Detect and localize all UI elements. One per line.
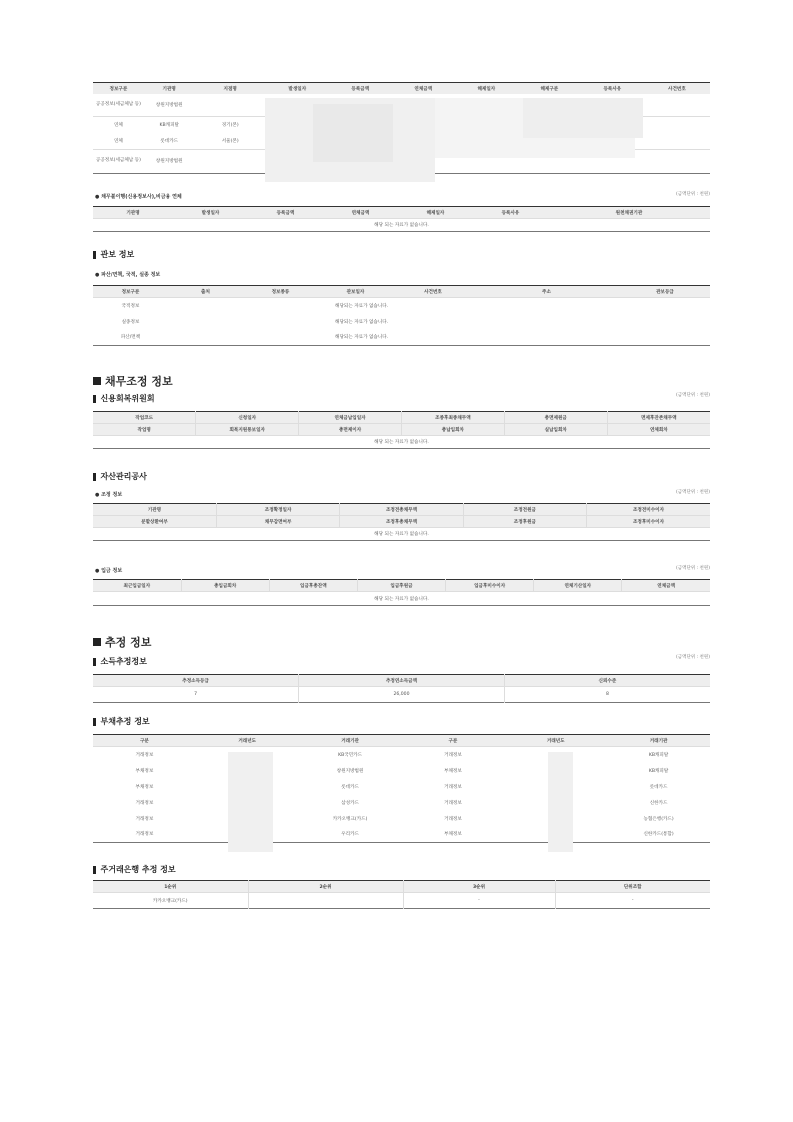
table-cell: 부채정보 bbox=[135, 784, 154, 790]
table-header-row bbox=[93, 735, 710, 747]
table-header-row bbox=[93, 675, 710, 687]
table-cell: 연체 bbox=[93, 133, 144, 149]
section-title bbox=[93, 471, 147, 482]
table-cell bbox=[195, 94, 266, 116]
table-cell: 26,000 bbox=[299, 687, 505, 703]
table-row bbox=[93, 592, 710, 606]
table-cell: 창원지방법원 bbox=[336, 768, 364, 774]
table-cell: 우리카드 bbox=[341, 832, 359, 838]
table-cell: 롯데카드 bbox=[144, 133, 195, 149]
title-bar bbox=[93, 866, 96, 874]
section-title-text: 신용회복위원회 bbox=[100, 394, 155, 403]
header-cell: 정보구분 bbox=[93, 286, 168, 298]
header-cell: 2순위 bbox=[248, 881, 403, 893]
table-row bbox=[93, 314, 710, 330]
table-cell: 거래정보 bbox=[444, 752, 462, 758]
table-header-row bbox=[93, 83, 710, 95]
section-label: ● 입금 정보 bbox=[95, 568, 123, 574]
header-cell: 추정소득등급 bbox=[93, 675, 299, 687]
adjust-table-block bbox=[93, 503, 710, 541]
table-cell: 거래정보 bbox=[444, 800, 462, 806]
section-title-text: 자산관리공사 bbox=[100, 472, 147, 481]
table-cell: 신한카드 bbox=[649, 800, 668, 806]
section-title-text: 관보 정보 bbox=[100, 250, 135, 259]
table-row bbox=[93, 779, 710, 795]
header-cell: 거래년도 bbox=[196, 735, 299, 747]
header-cell: 연체기산일자 bbox=[534, 580, 622, 592]
title-bar bbox=[93, 473, 96, 481]
section-label: ● 조정 정보 bbox=[95, 492, 123, 498]
title-bar bbox=[93, 395, 96, 403]
table-row bbox=[93, 436, 710, 449]
header-cell: 입금후미수이자 bbox=[446, 580, 534, 592]
table-header-row bbox=[93, 504, 710, 516]
table-header-row bbox=[93, 881, 710, 893]
table-row bbox=[93, 763, 710, 779]
table-cell: 7 bbox=[93, 687, 299, 703]
header-cell: 해제일자 bbox=[398, 207, 473, 219]
header-cell: 입금후총잔액 bbox=[269, 580, 357, 592]
table-cell: 거래정보 bbox=[135, 816, 154, 822]
header-cell: 채무감면여부 bbox=[216, 516, 339, 528]
header-cell: 사건번호 bbox=[393, 286, 473, 298]
header-cell: 조정전미수이자 bbox=[587, 504, 710, 516]
header-cell: 해제일자 bbox=[455, 83, 518, 95]
header-cell: 신청일자 bbox=[196, 412, 299, 424]
header-cell: 조정전원금 bbox=[463, 504, 586, 516]
section-title bbox=[93, 393, 155, 404]
main-bank-table-block bbox=[93, 880, 710, 909]
title-bar bbox=[93, 718, 96, 726]
table-cell: 롯데카드 bbox=[341, 784, 359, 790]
table-cell bbox=[248, 893, 403, 909]
header-cell: 실납입회차 bbox=[504, 424, 607, 436]
header-cell: 조정전총채무액 bbox=[340, 504, 463, 516]
header-cell: 정보종류 bbox=[243, 286, 318, 298]
header-cell: 원천채권기관 bbox=[548, 207, 710, 219]
unit-note: (금액단위 : 천원) bbox=[676, 393, 710, 398]
header-cell: 발생일자 bbox=[173, 207, 248, 219]
unit-note: (금액단위 : 천원) bbox=[676, 490, 710, 495]
section-heading-text: 채무조정 정보 bbox=[105, 375, 173, 388]
section-title bbox=[93, 249, 134, 260]
table-row bbox=[93, 747, 710, 763]
empty-message: 해당 되는 자료가 없습니다. bbox=[374, 532, 429, 537]
table-cell: 서울(본) bbox=[195, 133, 266, 149]
table-cell: 해당되는 자료가 없습니다. bbox=[335, 319, 389, 325]
header-cell: 총입금회차 bbox=[181, 580, 269, 592]
table-row bbox=[93, 219, 710, 232]
table-cell: 부채정보 bbox=[444, 768, 462, 774]
header-cell: 조종후최종채무액 bbox=[401, 412, 504, 424]
header-cell: 주소 bbox=[473, 286, 620, 298]
table-cell: 8 bbox=[605, 692, 609, 697]
table-row bbox=[93, 811, 710, 827]
payment-table-block bbox=[93, 579, 710, 606]
table-row bbox=[93, 298, 710, 314]
table-row bbox=[93, 795, 710, 811]
table-row bbox=[93, 528, 710, 541]
table-cell: KB캐피탈 bbox=[159, 122, 179, 128]
table-header-row bbox=[93, 286, 710, 298]
unit-note: (금액단위 : 천원) bbox=[676, 655, 710, 660]
adjust-table bbox=[93, 503, 710, 541]
unit-note: (금액단위 : 천원) bbox=[676, 192, 710, 197]
table-cell bbox=[195, 149, 266, 173]
ccrs-table-block bbox=[93, 411, 710, 449]
table-cell: - bbox=[403, 893, 555, 909]
table-cell: 부채정보 bbox=[135, 768, 154, 774]
header-cell: 지점명 bbox=[195, 83, 266, 95]
table-cell: 부채정보 bbox=[444, 832, 462, 838]
section-title bbox=[93, 864, 176, 875]
header-cell: 연체금액 bbox=[323, 207, 398, 219]
table-cell: 파산/면책 bbox=[120, 335, 141, 341]
table-cell: 해당되는 자료가 없습니다. bbox=[335, 335, 389, 341]
table-cell: 거래정보 bbox=[135, 832, 154, 838]
header-cell: 연체회차 bbox=[607, 424, 710, 436]
header-cell: 출처 bbox=[168, 286, 243, 298]
section-heading-text: 추정 정보 bbox=[105, 636, 152, 649]
table-header-row bbox=[93, 412, 710, 424]
section-heading bbox=[93, 373, 173, 389]
header-cell: 거래기관 bbox=[299, 735, 402, 747]
heading-square bbox=[93, 638, 101, 646]
table-cell: 경기(본) bbox=[221, 122, 239, 128]
section-title bbox=[93, 656, 147, 667]
section-label: ● 파산/면책, 국적, 실종 정보 bbox=[95, 272, 161, 278]
table-cell: 공공정보(세금체납 등) bbox=[95, 158, 141, 163]
header-cell: 총면제이자 bbox=[299, 424, 402, 436]
table-row bbox=[93, 330, 710, 346]
header-cell: 작업코드 bbox=[93, 412, 196, 424]
redacted-area bbox=[548, 752, 573, 852]
table-cell: 카카오뱅크(카드) bbox=[332, 816, 368, 822]
header-cell: 관보일자 bbox=[318, 286, 393, 298]
table-cell: 해당되는 자료가 없습니다. bbox=[335, 303, 389, 309]
header-cell: 등록사유 bbox=[581, 83, 644, 95]
payment-table bbox=[93, 579, 710, 606]
section-title bbox=[93, 716, 150, 727]
table-cell: - bbox=[631, 898, 634, 903]
header-cell: 단위조합 bbox=[555, 881, 710, 893]
table-row bbox=[93, 827, 710, 843]
header-cell: 거래기관 bbox=[607, 735, 710, 747]
table-cell: 거래정보 bbox=[444, 816, 462, 822]
default-table-block bbox=[93, 206, 710, 232]
income-table-block bbox=[93, 674, 710, 703]
table-cell: KB국민카드 bbox=[338, 752, 363, 758]
table-cell: 창원지방법원 bbox=[144, 94, 195, 116]
header-cell: 추정연소득금액 bbox=[299, 675, 505, 687]
table-cell: 실종정보 bbox=[121, 319, 140, 325]
table-cell: 연체 bbox=[113, 122, 123, 128]
header-cell: 작업명 bbox=[93, 424, 196, 436]
gwanbo-table-block bbox=[93, 285, 710, 346]
header-cell: 총면제원금 bbox=[504, 412, 607, 424]
header-cell: 신뢰수준 bbox=[504, 675, 710, 687]
section-label: ● 채무불이행(신용정보사),비금융 연체 bbox=[95, 194, 182, 200]
header-cell: 분할상환여부 bbox=[93, 516, 216, 528]
header-cell: 정보구분 bbox=[93, 83, 144, 95]
ccrs-table bbox=[93, 411, 710, 449]
table-cell: 거래정보 bbox=[135, 752, 154, 758]
table-cell: KB캐피탈 bbox=[648, 768, 669, 774]
header-cell: 등록사유 bbox=[473, 207, 548, 219]
table-cell: 신한카드(통합) bbox=[643, 832, 674, 838]
heading-square bbox=[93, 377, 101, 385]
header-cell: 구분 bbox=[401, 735, 504, 747]
header-cell: 3순위 bbox=[403, 881, 555, 893]
table-cell: 창원지방법원 bbox=[155, 159, 183, 164]
empty-message: 해당 되는 자료가 없습니다. bbox=[374, 440, 429, 445]
unit-note: (금액단위 : 천원) bbox=[676, 566, 710, 571]
table-header-row bbox=[93, 516, 710, 528]
redacted-area bbox=[523, 98, 643, 138]
header-cell: 구분 bbox=[93, 735, 196, 747]
table-cell: KB캐피탈 bbox=[648, 752, 669, 758]
gwanbo-table bbox=[93, 285, 710, 346]
header-cell: 사건번호 bbox=[644, 83, 710, 95]
header-cell: 등록금액 bbox=[329, 83, 392, 95]
empty-message: 해당 되는 자료가 없습니다. bbox=[374, 223, 429, 228]
income-table bbox=[93, 674, 710, 703]
default-table bbox=[93, 206, 710, 232]
section-title-text: 소득추정정보 bbox=[100, 657, 147, 666]
table-row bbox=[93, 893, 710, 909]
header-cell: 연체금액 bbox=[622, 580, 710, 592]
table-cell: 거래정보 bbox=[135, 800, 154, 806]
empty-message: 해당 되는 자료가 없습니다. bbox=[374, 596, 429, 602]
redacted-area bbox=[313, 104, 393, 162]
table-cell: 거래정보 bbox=[444, 784, 462, 790]
header-cell: 기관명 bbox=[93, 207, 173, 219]
header-cell: 등록금액 bbox=[248, 207, 323, 219]
liability-table-block bbox=[93, 734, 710, 843]
header-cell: 회복지원통보일자 bbox=[196, 424, 299, 436]
header-cell: 기관명 bbox=[93, 504, 216, 516]
table-cell: 카카오뱅크(카드) bbox=[93, 893, 248, 909]
header-cell: 조정확정일자 bbox=[216, 504, 339, 516]
header-cell: 면제후잔존채무액 bbox=[607, 412, 710, 424]
main-bank-table bbox=[93, 880, 710, 909]
table-row bbox=[93, 687, 710, 703]
header-cell: 연체금액 bbox=[392, 83, 455, 95]
liability-table bbox=[93, 734, 710, 843]
header-cell: 발생일자 bbox=[266, 83, 329, 95]
header-cell: 해제구분 bbox=[518, 83, 581, 95]
table-cell: 삼성카드 bbox=[341, 800, 359, 806]
header-cell: 입금후원금 bbox=[357, 580, 445, 592]
table-cell: 국적정보 bbox=[121, 303, 140, 309]
header-cell: 조정후원금 bbox=[463, 516, 586, 528]
section-title-text: 부채추정 정보 bbox=[100, 717, 150, 726]
header-cell: 연체금납입일자 bbox=[299, 412, 402, 424]
table-header-row bbox=[93, 424, 710, 436]
redacted-area bbox=[228, 752, 273, 852]
header-cell: 1순위 bbox=[93, 881, 248, 893]
title-bar bbox=[93, 658, 96, 666]
header-cell: 거래년도 bbox=[504, 735, 607, 747]
header-cell: 관보등급 bbox=[620, 286, 710, 298]
table-cell: 농협은행(카드) bbox=[643, 816, 674, 822]
header-cell: 조정후미수이자 bbox=[587, 516, 710, 528]
table-header-row bbox=[93, 207, 710, 219]
title-bar bbox=[93, 251, 96, 259]
table-cell: 롯데카드 bbox=[649, 784, 668, 790]
section-heading bbox=[93, 634, 151, 650]
header-cell: 총납입회차 bbox=[401, 424, 504, 436]
header-cell: 조정후총채무액 bbox=[340, 516, 463, 528]
table-header-row bbox=[93, 580, 710, 592]
header-cell: 최근입금일자 bbox=[93, 580, 181, 592]
section-title-text: 주거래은행 추정 정보 bbox=[100, 865, 176, 874]
table-cell: 공공정보(세금체납 등) bbox=[93, 94, 144, 116]
header-cell: 기관명 bbox=[144, 83, 195, 95]
